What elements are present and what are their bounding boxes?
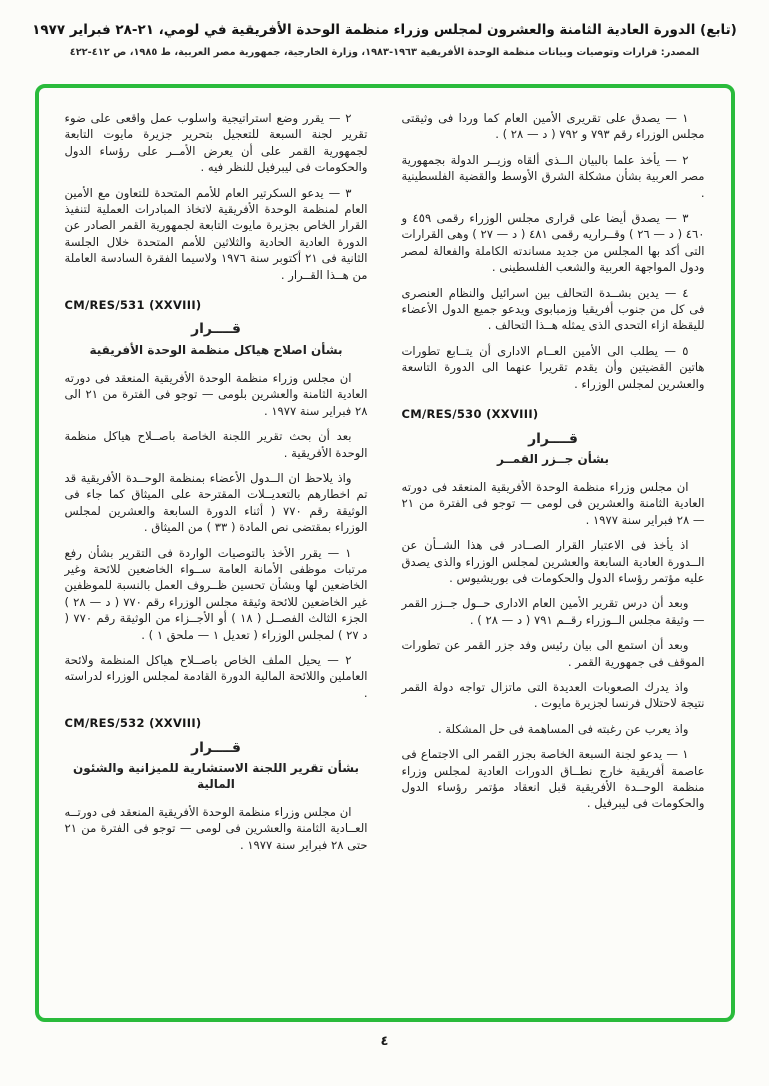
page-number: ٤ [380,1034,389,1049]
resolution-code: CM/RES/530 (XXVIII) [401,407,539,422]
resolution-title: قــــرار [191,321,241,338]
resolution-title: قــــرار [528,430,578,447]
paragraph: ١ — يقرر الأخذ بالتوصيات الواردة فى التقرير بشأن رفع مرتبات موظفى الأمانة العامة ســواء الخاضعين للائحة وغير الخاضعين لها وبشأن تحسين ظــروف العمل بالنسبة للموظفين غير الخاضعين للائحة وثيقة مجلس الوزراء رقم ٧٧٠ ( د — ٢٨ ) الجزء الثالث الفصــل ( ١٨ ) أو الأجــزاء من الوثيقة رقم ٧٧٠ ( د ٢٧ ) لمجلس الوزراء ( تعديل ١ — ملحق ١ ) . [64,545,368,642]
text-columns [65,110,705,1000]
paragraph: ان مجلس وزراء منظمة الوحدة الأفريقية المنعقد فى دورتــه العــادية الثامنة والعشرين فى لومى — توجو فى الفترة من ٢١ حتى ٢٨ فبراير سنة ١٩٧٧ . [64,805,368,852]
resolution-subtitle: بشأن تقرير اللجنة الاستشارية للميزانية والشئون المالية [73,761,359,791]
page-header [0,0,769,60]
paragraph: واذ يدرك الصعوبات العديدة التى ماتزال تواجه دولة القمر نتيجة لاحتلال فرنسا لجزيرة مايوت . [401,679,705,711]
column-left [65,110,368,1000]
paragraph: ٥ — يطلب الى الأمين العــام الادارى أن يتــابع تطورات هاتين القضيتين وأن يقدم تقريرا عنهما الى الدورة التاسعة والعشرين لمجلس الوزراء . [401,343,705,391]
paragraph: واذ يعرب عن رغبته فى المساهمة فى حل المشكلة . [437,721,689,736]
header-session-title: (تابع) الدورة العادية الثامنة والعشرون لمجلس وزراء منظمة الوحدة الأفريقية في لومي، ٢١-٢٨ فبراير ١٩٧٧ [32,22,737,38]
paragraph: ٢ — يأخذ علما بالبيان الــذى ألقاه وزيــر الدولة بجمهورية مصر العربية بشأن مشكلة الشرق الأوسط والقضية الفلسطينية . [401,152,705,200]
paragraph: ٢ — يقرر وضع استراتيجية واسلوب عمل واقعى على ضوء تقرير لجنة السبعة للتعجيل بتحرير جزيرة مايوت التابعة لجمهورية القمر على أن يعرض الأمــر على رؤساء الدول والحكومات فى ليبرفيل للنظر فيه . [64,111,368,175]
paragraph: اذ يأخذ فى الاعتبار القرار الصــادر فى هذا الشــأن عن الــدورة العادية السابعة والعشرين لمجلس الوزراء والذى يصدق عليه مؤتمر رؤساء الدول والحكومات فى بوريشيوس . [401,538,705,585]
header-source-note: المصدر: قرارات وتوصيات وبيانات منظمة الوحدة الأفريقية ١٩٦٣-١٩٨٣، وزارة الخارجية، جمهورية مصر العربية، ط ١٩٨٥، ص ٤١٢-٤٢٢ [69,47,700,58]
paragraph: ٣ — يصدق أيضا على قرارى مجلس الوزراء رقمى ٤٥٩ و ٤٦٠ ( د — ٢٦ ) وقــراريه رقمى ٤٨١ ( د — ٢٧ ) وهى القرارات التى أكد بها المجلس من جديد مساندته الكاملة والفعالة لمصر ودول المواجهة العربية والشعب الفلسطينى . [401,211,705,275]
content-border-box [35,84,735,1022]
resolution-code: CM/RES/531 (XXVIII) [64,298,202,313]
resolution-subtitle: بشأن اصلاح هياكل منظمة الوحدة الأفريقية [89,342,343,357]
resolution-subtitle: بشأن جــزر القمــر [496,451,609,466]
paragraph: ٣ — يدعو السكرتير العام للأمم المتحدة للتعاون مع الأمين العام لمنظمة الوحدة الأفريقية لاتخاذ المبادرات العملية لتنفيذ القرار الخاص بجزيرة مايوت التابعة لجمهورية القمر الصادر عن الدورة العادية الحادية والثلاثين للأمم المتحدة خلال الجلسة الثانية فى ٢١ أكتوبر سنة ١٩٧٦ ولاسيما الفقرة السادسة العاملة من هــذا القــرار . [64,185,368,282]
paragraph: ان مجلس وزراء منظمة الوحدة الأفريقية المنعقد فى دورته العادية الثامنة والعشرين فى لومى — توجو فى الفترة من ٢١ — ٢٨ فبراير سنة ١٩٧٧ . [401,479,705,527]
paragraph: ١ — يدعو لجنة السبعة الخاصة بجزر القمر الى الاجتماع فى عاصمة أفريقية خارج نطــاق الدورات العادية لمجلس وزراء منظمة الوحــدة الأفريقية قبل انعقاد مؤتمر رؤساء الدول والحكومات فى ليبرفيل . [401,747,705,811]
paragraph: وبعد أن استمع الى بيان رئيس وفد جزر القمر عن تطورات الموقف فى جمهورية القمر . [401,638,705,669]
paragraph: ان مجلس وزراء منظمة الوحدة الأفريقية المنعقد فى دورته العادية الثامنة والعشرين بلومى — توجو فى الفترة من ٢١ الى ٢٨ فبراير سنة ١٩٧٧ . [64,370,368,418]
paragraph: ٤ — يدين بشــدة التحالف بين اسرائيل والنظام العنصرى فى كل من جنوب أفريقيا وزمبابوى ويدعو جميع الدول الأعضاء لليقظة ازاء التحدى الذى يمثله هــذا التحالف . [401,285,705,333]
paragraph: ١ — يصدق على تقريرى الأمين العام كما وردا فى وثيقتى مجلس الوزراء رقم ٧٩٣ و ٧٩٢ ( د — ٢٨ ) . [401,111,705,142]
resolution-title: قــــرار [191,739,241,756]
column-right [402,110,705,1000]
paragraph: بعد أن بحث تقرير اللجنة الخاصة باصــلاح هياكل منظمة الوحدة الأفريقية . [64,429,368,460]
resolution-code: CM/RES/532 (XXVIII) [64,716,202,731]
paragraph: ٢ — يحيل الملف الخاص باصــلاح هياكل المنظمة ولائحة العاملين واللائحة المالية الدورة القادمة لمجلس الوزراء لدراسته . [64,652,368,700]
paragraph: وبعد أن درس تقرير الأمين العام الادارى حــول جــزر القمر — وثيقة مجلس الــوزراء رقــم ٧٩١ ( د — ٢٨ ) . [401,596,705,627]
paragraph: واذ يلاحظ ان الــدول الأعضاء بمنظمة الوحــدة الأفريقية قد تم اخطارهم بالتعديــلات المقترحة على الميثاق كما جاء فى الوثيقة رقم ٧٧٠ ( أثناء الدورة السابعة والعشرين لمجلس الوزراء بمقتضى نص المادة ( ٣٣ ) من الميثاق . [64,470,368,535]
